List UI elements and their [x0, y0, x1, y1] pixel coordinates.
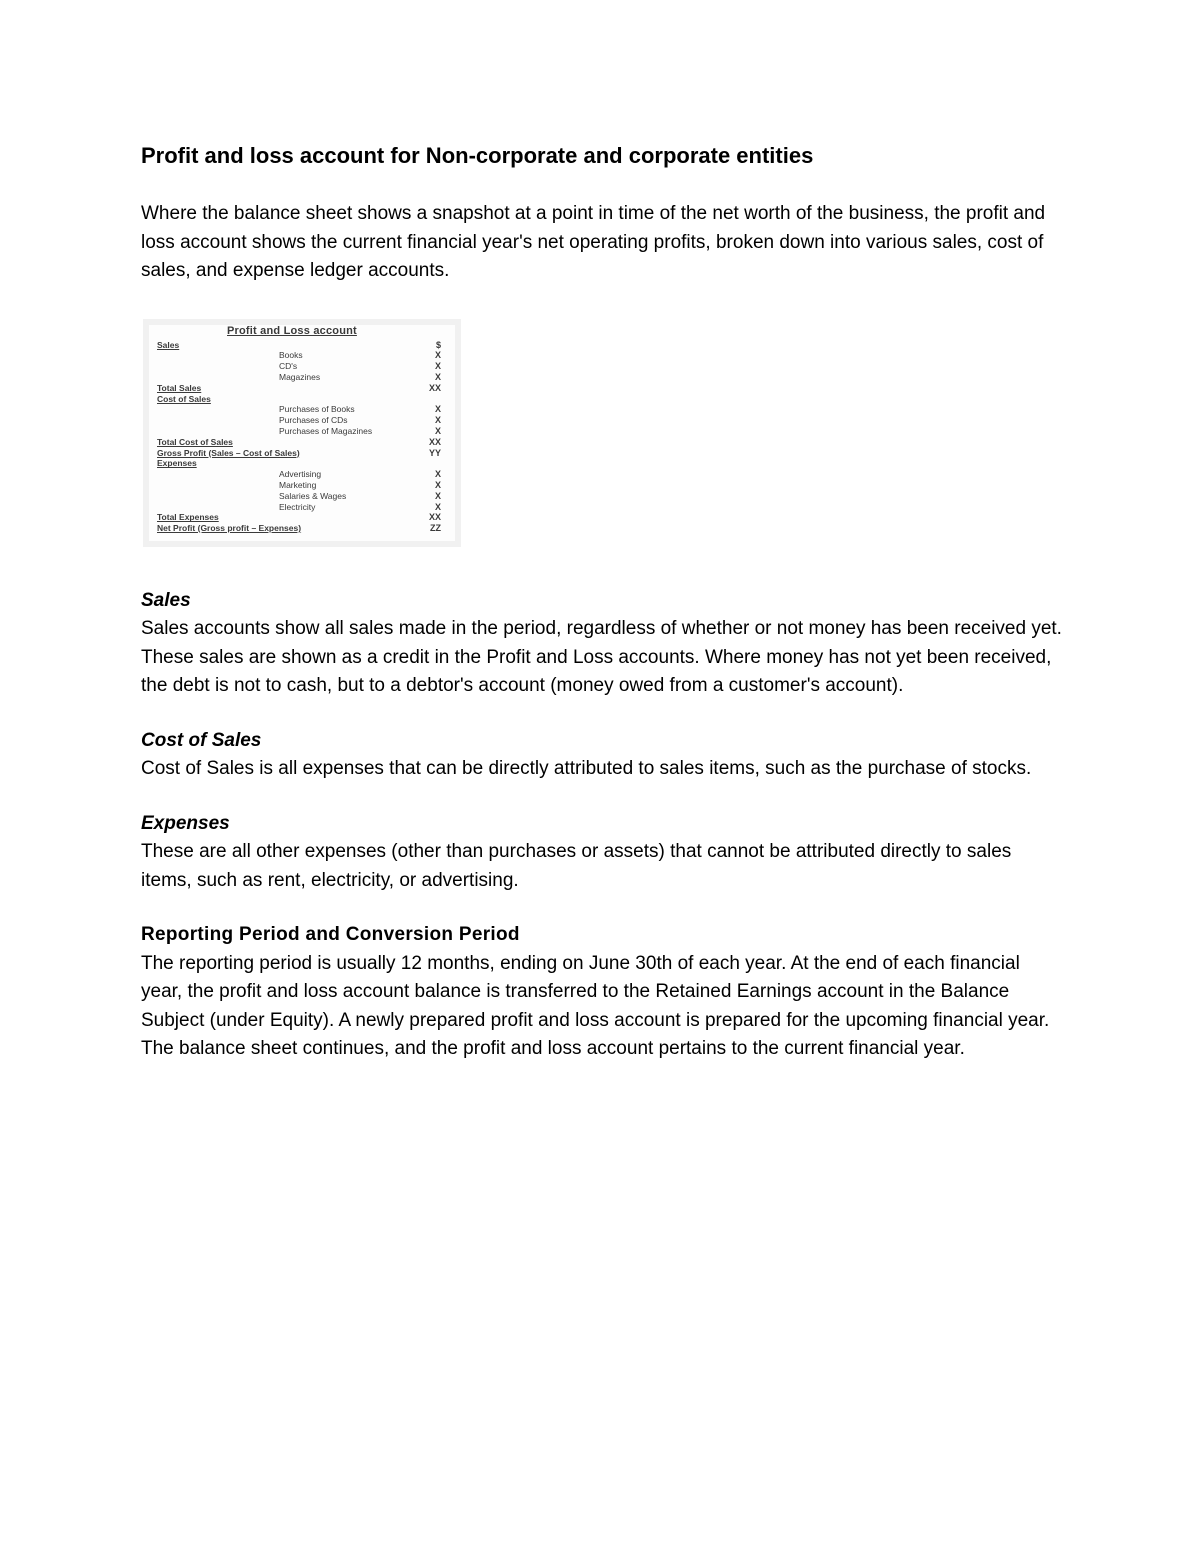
figure-row-value: X	[434, 361, 441, 372]
figure-row-value: $	[435, 339, 441, 350]
section-heading: Sales	[141, 589, 191, 611]
figure-row-label: Gross Profit (Sales – Cost of Sales)	[157, 447, 300, 458]
section-body: These are all other expenses (other than purchases or assets) that cannot be attributed directly to sales items, such as rent, electricity, or advertising.	[141, 841, 1012, 891]
intro-paragraph: Where the balance sheet shows a snapshot at a point in time of the net worth of the business, the profit and loss account shows the current financial year's net operating profits, broken down into various sales, cost of sales, and expense ledger accounts.	[141, 203, 1046, 281]
document-page	[141, 140, 1066, 1090]
profit-loss-figure	[143, 319, 461, 547]
section-heading: Cost of Sales	[141, 729, 262, 751]
figure-row-value: X	[434, 350, 441, 361]
figure-row-value: XX	[428, 436, 441, 447]
document-title: Profit and loss account for Non-corporate and corporate entities	[141, 143, 814, 168]
figure-row-label: Salaries & Wages	[279, 490, 347, 501]
figure-row-value: X	[434, 469, 441, 480]
figure-row-label: Total Expenses	[157, 512, 219, 523]
section-heading: Reporting Period and Conversion Period	[141, 924, 520, 945]
figure-row-label: Sales	[157, 339, 180, 350]
section-sales	[141, 587, 1066, 701]
figure-row-label: Advertising	[279, 469, 322, 480]
section-expenses	[141, 810, 1066, 896]
figure-row-label: CD's	[279, 361, 298, 372]
figure-row-label: Purchases of CDs	[279, 415, 348, 426]
figure-row-value: X	[434, 415, 441, 426]
figure-row-value: ZZ	[430, 523, 441, 534]
profit-loss-table	[149, 325, 455, 541]
figure-row-value: X	[434, 371, 441, 382]
figure-row-label: Expenses	[157, 458, 197, 469]
figure-row-label: Books	[279, 350, 303, 361]
section-cost-of-sales	[141, 727, 1066, 784]
figure-row-label: Electricity	[279, 501, 316, 512]
figure-row-value: X	[434, 490, 441, 501]
figure-row-label: Marketing	[279, 479, 317, 490]
section-body: Sales accounts show all sales made in the period, regardless of whether or not money has been received yet. These sales are shown as a credit in the Profit and Loss accounts. Where money has not yet been received, the debt is not to cash, but to a debtor's account (money owed from a customer's account).	[141, 618, 1062, 696]
figure-row-value: X	[434, 404, 441, 415]
section-body: Cost of Sales is all expenses that can be directly attributed to sales items, such as the purchase of stocks.	[141, 758, 1032, 779]
figure-row-label: Cost of Sales	[157, 393, 211, 404]
figure-row-value: X	[434, 479, 441, 490]
figure-row-label: Magazines	[279, 371, 321, 382]
section-reporting-period	[141, 921, 1066, 1064]
section-heading: Expenses	[141, 812, 230, 834]
figure-row-value: XX	[428, 512, 441, 523]
figure-row-value: YY	[428, 447, 441, 458]
figure-row-label: Net Profit (Gross profit – Expenses)	[157, 523, 302, 534]
figure-row-label: Total Cost of Sales	[157, 436, 233, 447]
figure-row-label: Total Sales	[157, 382, 202, 393]
section-body: The reporting period is usually 12 months, ending on June 30th of each year. At the end of each financial year, the profit and loss account balance is transferred to the Retained Earnings account in the Balance Subject (under Equity). A newly prepared profit and loss account is prepared for the upcoming financial year. The balance sheet continues, and the profit and loss account pertains to the current financial year.	[141, 952, 1050, 1059]
figure-row-value: X	[434, 425, 441, 436]
figure-row-value: XX	[428, 382, 441, 393]
figure-row-label: Purchases of Magazines	[279, 425, 373, 436]
figure-row-value: X	[434, 501, 441, 512]
figure-row-label: Purchases of Books	[279, 404, 355, 415]
figure-title: Profit and Loss account	[227, 324, 357, 337]
